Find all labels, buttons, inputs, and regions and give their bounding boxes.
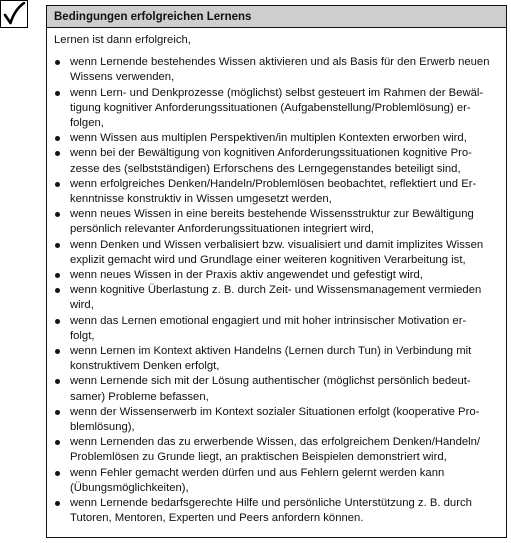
list-item-line: blemlösung),	[70, 421, 135, 434]
bullet-icon	[55, 136, 60, 141]
list-item-line: wenn Lernende sich mit der Lösung authentischer (möglichst persönlich bedeut-	[70, 375, 471, 388]
bullet-icon	[55, 410, 60, 415]
bullet-icon	[55, 471, 60, 476]
list-item	[54, 238, 499, 268]
checkmark-icon	[2, 2, 26, 26]
list-item-line: wenn der Wissenserwerb im Kontext sozialer Situationen erfolgt (kooperative Pro-	[70, 405, 480, 418]
list-item-line: Tutoren, Mentoren, Experten und Peers anfordern können.	[70, 512, 364, 525]
list-item-line: kenntnisse konstruktiv in Wissen umgesetzt werden,	[70, 193, 332, 206]
list-item-line: zesse des (selbstständigen) Erforschens des Lerngegenstandes beteiligt sind,	[70, 162, 461, 175]
list-item-line: wenn Wissen aus multiplen Perspektiven/in multiplen Kontexten erworben wird,	[70, 132, 467, 145]
list-item-line: explizit gemacht wird und Grundlage einer weiteren kognitiven Verarbeitung ist,	[70, 253, 466, 266]
list-item	[54, 86, 499, 132]
info-box	[46, 5, 507, 538]
bullet-icon	[55, 288, 60, 293]
condition-list	[54, 55, 499, 526]
list-item-line: wenn Lernenden das zu erwerbende Wissen, das erfolgreichem Denken/Handeln/	[70, 436, 481, 449]
list-item-line: wenn kognitive Überlastung z. B. durch Zeit- und Wissensmanagement vermieden	[70, 284, 482, 297]
list-item	[54, 55, 499, 85]
bullet-icon	[55, 243, 60, 248]
list-item	[54, 268, 499, 283]
bullet-icon	[55, 273, 60, 278]
checkmark-box	[0, 0, 28, 28]
list-item-line: wenn neues Wissen in der Praxis aktiv angewendet und gefestigt wird,	[70, 269, 423, 282]
list-item-line: wenn erfolgreiches Denken/Handeln/Problemlösen beobachtet, reflektiert und Er-	[70, 177, 477, 190]
list-item-line: konstruktivem Denken erfolgt,	[70, 360, 220, 373]
list-item	[54, 374, 499, 404]
intro-text: Lernen ist dann erfolgreich,	[54, 34, 191, 46]
list-item	[54, 207, 499, 237]
bullet-icon	[55, 379, 60, 384]
box-title: Bedingungen erfolgreichen Lernens	[47, 6, 506, 28]
bullet-icon	[55, 91, 60, 96]
bullet-icon	[55, 349, 60, 354]
list-item	[54, 146, 499, 176]
list-item-line: wenn Lern- und Denkprozesse (möglichst) selbst gesteuert im Rahmen der Bewäl-	[70, 86, 484, 99]
bullet-icon	[55, 212, 60, 217]
list-item-line: wird,	[70, 299, 94, 312]
list-item-line: wenn bei der Bewältigung von kognitiven Anforderungssituationen kognitive Pro-	[70, 147, 472, 160]
bullet-icon	[55, 182, 60, 187]
list-item-line: Problemlösen zu Grunde liegt, an praktischen Beispielen demonstriert wird,	[70, 451, 447, 464]
bullet-icon	[55, 440, 60, 445]
list-item	[54, 314, 499, 344]
list-item-line: (Übungsmöglichkeiten),	[70, 481, 189, 494]
list-item-line: wenn das Lernen emotional engagiert und mit hoher intrinsischer Motivation er-	[70, 314, 467, 327]
list-item-line: folgt,	[70, 329, 95, 342]
list-item	[54, 177, 499, 207]
list-item-line: samer) Probleme befassen,	[70, 390, 209, 403]
list-item-line: wenn Lernende bedarfsgerechte Hilfe und persönliche Unterstützung z. B. durch	[70, 497, 472, 510]
bullet-icon	[55, 151, 60, 156]
list-item-line: wenn neues Wissen in eine bereits bestehende Wissensstruktur zur Bewältigung	[70, 208, 474, 221]
list-item-line: tigung kognitiver Anforderungssituationen (Aufgabenstellung/Problemlösung) er-	[70, 101, 471, 114]
list-item	[54, 496, 499, 526]
list-item	[54, 131, 499, 146]
list-item-line: Wissens verwenden,	[70, 71, 175, 84]
bullet-icon	[55, 60, 60, 65]
box-body	[47, 28, 506, 527]
list-item-line: persönlich relevanter Anforderungssituationen integriert wird,	[70, 223, 374, 236]
list-item-line: wenn Lernende bestehendes Wissen aktivieren und als Basis für den Erwerb neuen	[70, 56, 490, 69]
list-item-line: wenn Fehler gemacht werden dürfen und aus Fehlern gelernt werden kann	[70, 466, 445, 479]
bullet-icon	[55, 319, 60, 324]
list-item	[54, 283, 499, 313]
list-item-line: wenn Lernen im Kontext aktiven Handelns (Lernen durch Tun) in Verbindung mit	[70, 345, 472, 358]
bullet-icon	[55, 501, 60, 506]
list-item	[54, 344, 499, 374]
list-item-line: wenn Denken und Wissen verbalisiert bzw. visualisiert und damit implizites Wissen	[70, 238, 484, 251]
list-item	[54, 435, 499, 465]
list-item	[54, 405, 499, 435]
list-item-line: folgen,	[70, 117, 104, 130]
list-item	[54, 466, 499, 496]
